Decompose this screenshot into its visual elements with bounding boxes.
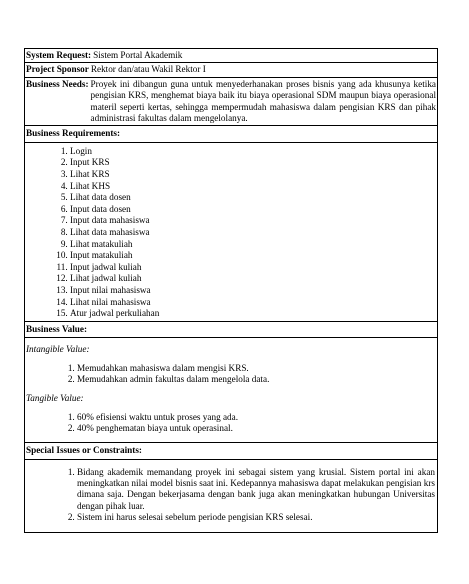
project-sponsor-value: Rektor dan/atau Wakil Rektor I bbox=[90, 64, 206, 75]
list-item: 6. Input data dosen bbox=[70, 204, 437, 216]
business-needs-row bbox=[25, 78, 437, 127]
list-item: 9. Lihat matakuliah bbox=[70, 239, 437, 251]
project-sponsor-row bbox=[25, 63, 437, 77]
intangible-value-list bbox=[25, 356, 437, 394]
business-requirements-list bbox=[25, 143, 437, 321]
business-value-section bbox=[25, 322, 437, 338]
list-item: 1. Memudahkan mahasiswa dalam mengisi KRS. bbox=[77, 363, 437, 375]
list-item: 14. Lihat nilai mahasiswa bbox=[70, 297, 437, 309]
list-item: 8. Lihat data mahasiswa bbox=[70, 227, 437, 239]
business-needs-label: Business Needs: bbox=[26, 78, 89, 89]
list-item: 4. Lihat KHS bbox=[70, 181, 437, 193]
list-item: 13. Input nilai mahasiswa bbox=[70, 285, 437, 297]
project-sponsor-label: Project Sponsor bbox=[26, 64, 89, 75]
list-item: 11. Input jadwal kuliah bbox=[70, 262, 437, 274]
list-item: 2. Memudahkan admin fakultas dalam mengelola data. bbox=[77, 374, 437, 386]
special-issues-body bbox=[25, 460, 437, 532]
system-request-label: System Request: bbox=[26, 50, 92, 60]
list-item: 15. Atur jadwal perkuliahan bbox=[70, 308, 437, 320]
list-item: 12. Lihat jadwal kuliah bbox=[70, 273, 437, 285]
business-requirements-body bbox=[25, 143, 437, 322]
list-item: 10. Input matakuliah bbox=[70, 250, 437, 262]
list-item: 2. Sistem ini harus selesai sebelum periode pengisian KRS selesai. bbox=[77, 512, 435, 523]
special-issues-list bbox=[25, 460, 437, 532]
list-item: 1. Login bbox=[70, 146, 437, 158]
list-item: 3. Lihat KRS bbox=[70, 169, 437, 181]
business-needs-value: Proyek ini dibangun guna untuk menyederhanakan proses bisnis yang ada khusunya ketika pengisian KRS, menghemat biaya baik itu biaya operasional SDM maupun biaya operasional materil seperti kertas, sehingga mempermudah mahasiswa dalam pengisian KRS dan pihak administrasi fakultas dalam mengelolanya. bbox=[90, 78, 436, 124]
list-item: 1. 60% efisiensi waktu untuk proses yang ada. bbox=[77, 412, 437, 424]
special-issues-section bbox=[25, 443, 437, 459]
system-request-row bbox=[25, 49, 437, 63]
system-request-document bbox=[24, 48, 438, 533]
list-item: 7. Input data mahasiswa bbox=[70, 215, 437, 227]
list-item: 2. 40% penghematan biaya untuk operasinal. bbox=[77, 423, 437, 435]
business-requirements-section bbox=[25, 126, 437, 142]
intangible-value-label: Intangible Value: bbox=[26, 344, 90, 355]
tangible-value-label: Tangible Value: bbox=[26, 393, 84, 404]
list-item: 2. Input KRS bbox=[70, 157, 437, 169]
business-value-heading: Business Value: bbox=[26, 323, 88, 334]
list-item: 1. Bidang akademik memandang proyek ini sebagai sistem yang krusial. Sistem portal ini akan meningkatkan nilai model bisnis saat ini. Kedepannya mahasiswa dapat melakukan pengisian krs dimana saja. Dengan bekerjasama dengan bank juga akan meningkatkan hubungan Universitas dengan pihak luar. bbox=[77, 467, 435, 513]
business-value-body bbox=[25, 338, 437, 443]
system-request-value: Sistem Portal Akademik bbox=[93, 50, 183, 60]
special-issues-heading: Special Issues or Constraints: bbox=[26, 445, 142, 456]
business-requirements-heading: Business Requirements: bbox=[26, 128, 121, 139]
list-item: 5. Lihat data dosen bbox=[70, 192, 437, 204]
tangible-value-list bbox=[25, 405, 437, 443]
